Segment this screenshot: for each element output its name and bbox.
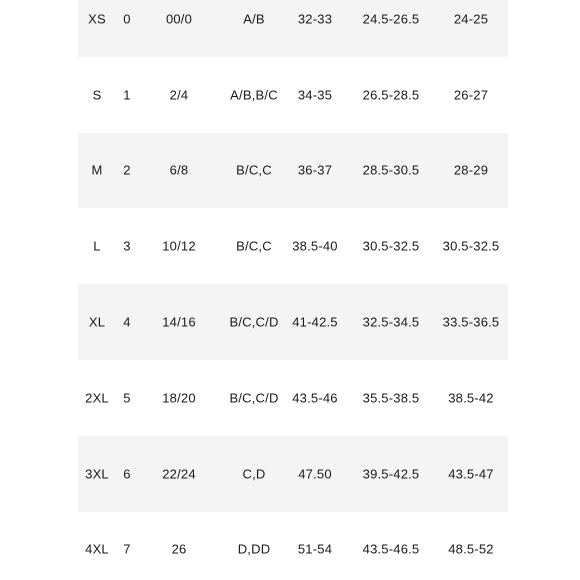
cup-size: B/C,C xyxy=(236,238,272,254)
us-size: 2/4 xyxy=(169,87,189,103)
size-number: 5 xyxy=(123,390,131,406)
us-size: 00/0 xyxy=(165,11,193,27)
size-label: L xyxy=(93,238,101,254)
us-size: 14/16 xyxy=(162,314,196,330)
hip-measurement: 43.5-47 xyxy=(448,466,494,482)
hip-measurement: 48.5-52 xyxy=(448,541,494,557)
hip-measurement: 30.5-32.5 xyxy=(442,238,500,254)
size-label: M xyxy=(91,162,103,178)
waist-measurement: 28.5-30.5 xyxy=(362,162,420,178)
waist-measurement: 43.5-46.5 xyxy=(362,541,420,557)
hip-measurement: 38.5-42 xyxy=(448,390,494,406)
size-label: 2XL xyxy=(85,390,109,406)
hip-measurement: 28-29 xyxy=(453,162,489,178)
waist-measurement: 24.5-26.5 xyxy=(362,11,420,27)
table-row xyxy=(78,436,508,512)
waist-measurement: 30.5-32.5 xyxy=(362,238,420,254)
size-number: 4 xyxy=(123,314,131,330)
cup-size: B/C,C/D xyxy=(229,390,279,406)
bust-measurement: 41-42.5 xyxy=(292,314,338,330)
table-row xyxy=(78,360,508,436)
size-number: 6 xyxy=(123,466,131,482)
bust-measurement: 51-54 xyxy=(297,541,333,557)
bust-measurement: 43.5-46 xyxy=(292,390,338,406)
hip-measurement: 24-25 xyxy=(453,11,489,27)
size-label: 4XL xyxy=(85,541,109,557)
size-label: XS xyxy=(88,11,106,27)
size-label: 3XL xyxy=(85,466,109,482)
bust-measurement: 34-35 xyxy=(297,87,333,103)
size-number: 3 xyxy=(123,238,131,254)
us-size: 10/12 xyxy=(162,238,196,254)
cup-size: B/C,C xyxy=(236,162,272,178)
hip-measurement: 26-27 xyxy=(453,87,489,103)
table-row xyxy=(78,57,508,133)
cup-size: C,D xyxy=(242,466,266,482)
hip-measurement: 33.5-36.5 xyxy=(442,314,500,330)
size-number: 1 xyxy=(123,87,131,103)
us-size: 22/24 xyxy=(162,466,196,482)
size-label: S xyxy=(92,87,102,103)
bust-measurement: 47.50 xyxy=(298,466,332,482)
waist-measurement: 32.5-34.5 xyxy=(362,314,420,330)
table-row xyxy=(78,284,508,360)
bust-measurement: 36-37 xyxy=(297,162,333,178)
bust-measurement: 32-33 xyxy=(297,11,333,27)
us-size: 26 xyxy=(171,541,187,557)
bust-measurement: 38.5-40 xyxy=(292,238,338,254)
size-label: XL xyxy=(88,314,106,330)
size-chart-table xyxy=(78,0,508,580)
waist-measurement: 26.5-28.5 xyxy=(362,87,420,103)
size-number: 0 xyxy=(123,11,131,27)
waist-measurement: 39.5-42.5 xyxy=(362,466,420,482)
table-row xyxy=(78,133,508,209)
size-number: 2 xyxy=(123,162,131,178)
waist-measurement: 35.5-38.5 xyxy=(362,390,420,406)
size-number: 7 xyxy=(123,541,131,557)
cup-size: A/B xyxy=(243,11,265,27)
us-size: 6/8 xyxy=(169,162,189,178)
table-row xyxy=(78,0,508,57)
table-row xyxy=(78,208,508,284)
cup-size: B/C,C/D xyxy=(229,314,279,330)
table-row xyxy=(78,512,508,580)
cup-size: D,DD xyxy=(237,541,271,557)
us-size: 18/20 xyxy=(162,390,196,406)
cup-size: A/B,B/C xyxy=(230,87,278,103)
